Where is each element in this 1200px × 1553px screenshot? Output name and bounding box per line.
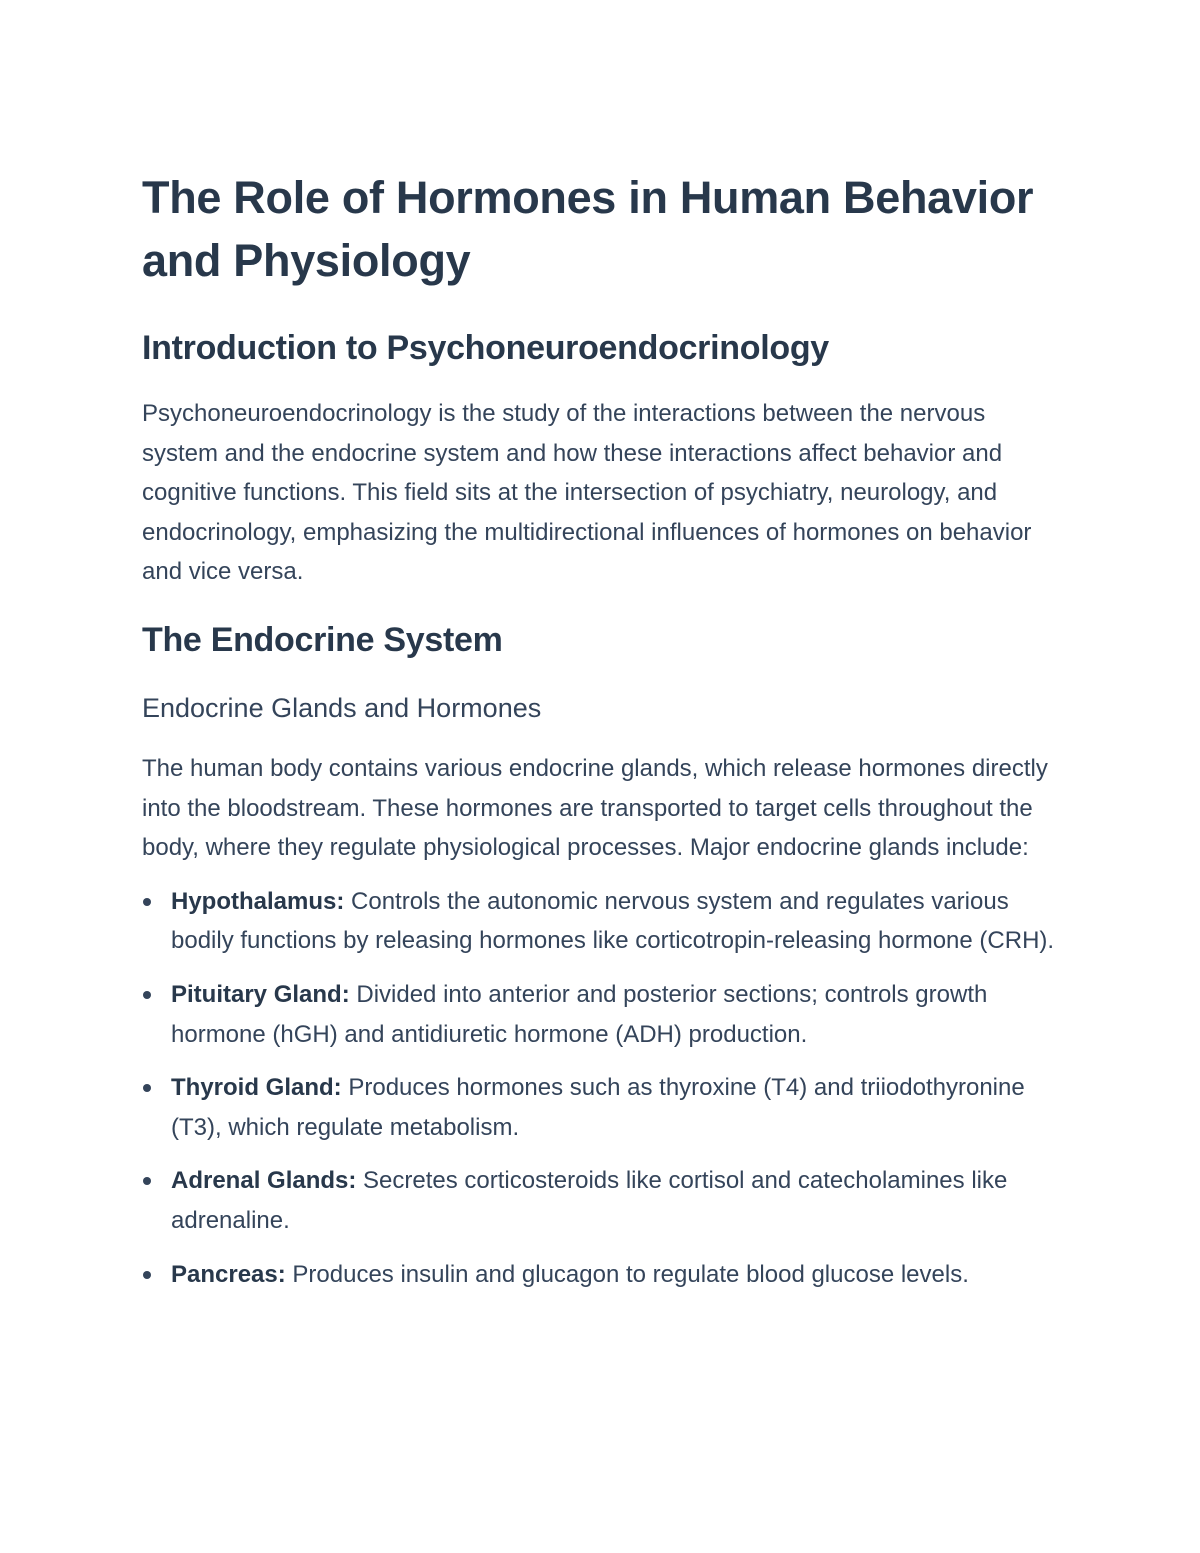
bullet-icon	[143, 1084, 151, 1092]
bullet-icon	[143, 1271, 151, 1279]
bullet-icon	[143, 991, 151, 999]
list-item-text: Controls the autonomic nervous system and regulates various bodily functions by releasing hormones like corticotropin-releasing hormone (CRH).	[171, 887, 1055, 955]
document-page	[142, 166, 1067, 1294]
list-item-term: Hypothalamus:	[171, 887, 345, 915]
list-item	[142, 1161, 1067, 1240]
bullet-icon	[143, 1177, 151, 1185]
list-item	[142, 882, 1067, 961]
list-item-term: Pituitary Gland:	[171, 980, 350, 1008]
list-item-text: Secretes corticosteroids like cortisol and catecholamines like adrenaline.	[171, 1167, 1008, 1234]
glands-paragraph: The human body contains various endocrine glands, which release hormones directly into the bloodstream. These hormones are transported to target cells throughout the body, where they regulate physiological processes. Major endocrine glands include:	[142, 754, 1048, 862]
list-item-term: Pancreas:	[171, 1260, 286, 1288]
subsection-heading-glands: Endocrine Glands and Hormones	[142, 692, 542, 723]
list-item	[142, 1255, 1067, 1295]
list-item	[142, 1068, 1067, 1147]
list-item-text: Produces hormones such as thyroxine (T4) and triiodothyronine (T3), which regulate metabolism.	[171, 1074, 1025, 1141]
introduction-paragraph: Psychoneuroendocrinology is the study of the interactions between the nervous system and the endocrine system and how these interactions affect behavior and cognitive functions. This field sits at the intersection of psychiatry, neurology, and endocrinology, emphasizing the multidirectional influences of hormones on behavior and vice versa.	[142, 400, 1032, 586]
section-heading-endocrine-system: The Endocrine System	[142, 620, 503, 659]
list-item	[142, 975, 1067, 1054]
list-item-term: Thyroid Gland:	[171, 1074, 342, 1102]
glands-list	[142, 882, 1067, 1294]
section-heading-introduction: Introduction to Psychoneuroendocrinology	[142, 329, 829, 367]
list-item-text: Divided into anterior and posterior sections; controls growth hormone (hGH) and antidiuretic hormone (ADH) production.	[171, 980, 988, 1048]
list-item-term: Adrenal Glands:	[171, 1167, 357, 1195]
document-title: The Role of Hormones in Human Behavior and Physiology	[142, 172, 1034, 286]
list-item-text: Produces insulin and glucagon to regulate blood glucose levels.	[285, 1260, 969, 1288]
bullet-icon	[143, 898, 151, 906]
